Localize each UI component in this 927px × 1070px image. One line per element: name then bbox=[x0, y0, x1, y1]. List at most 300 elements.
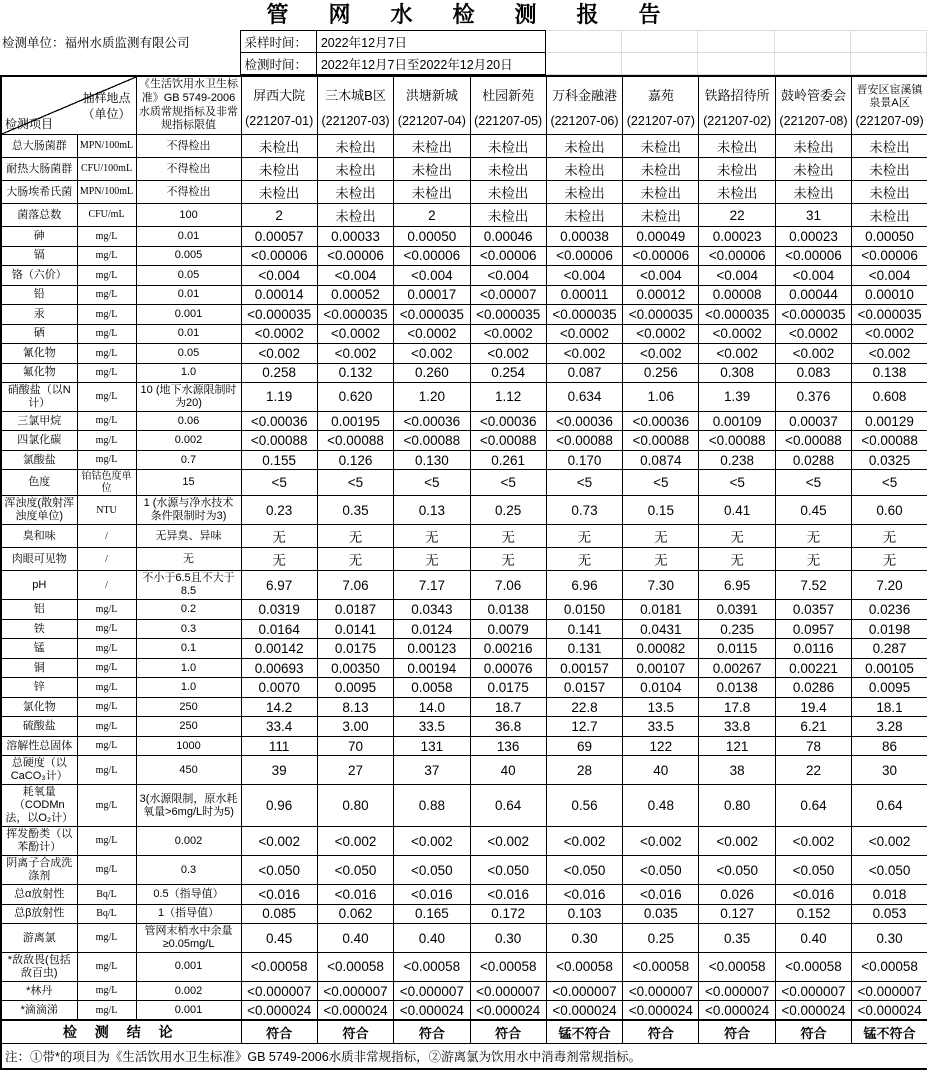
table-row bbox=[1, 158, 927, 181]
value-cell: <5 bbox=[775, 470, 851, 496]
limit-cell: 0.01 bbox=[136, 285, 241, 305]
unit-cell: CFU/100mL bbox=[77, 158, 136, 181]
table-row bbox=[1, 450, 927, 470]
item-name-cell: 溶解性总固体 bbox=[1, 736, 77, 756]
item-name-cell: 砷 bbox=[1, 227, 77, 247]
value-cell: <0.00058 bbox=[699, 952, 775, 981]
value-cell: 未检出 bbox=[775, 135, 851, 158]
unit-cell: mg/L bbox=[77, 227, 136, 247]
value-cell: 无 bbox=[852, 525, 927, 548]
value-cell: <0.000024 bbox=[546, 1001, 622, 1021]
value-cell: 33.4 bbox=[241, 717, 317, 737]
table-row bbox=[1, 904, 927, 924]
value-cell: 0.0187 bbox=[317, 600, 393, 620]
unit-cell: Bq/L bbox=[77, 885, 136, 905]
value-cell: 未检出 bbox=[623, 204, 699, 227]
value-cell: <0.00088 bbox=[241, 431, 317, 451]
value-cell: <0.050 bbox=[394, 856, 470, 885]
value-cell: 0.00142 bbox=[241, 639, 317, 659]
unit-cell: mg/L bbox=[77, 266, 136, 286]
unit-cell: / bbox=[77, 525, 136, 548]
value-cell: <0.0002 bbox=[699, 324, 775, 344]
location-code: (221207-04) bbox=[397, 113, 466, 128]
value-cell: <0.00058 bbox=[852, 952, 927, 981]
value-cell: <0.000007 bbox=[241, 981, 317, 1001]
value-cell: <0.002 bbox=[394, 827, 470, 856]
unit-cell: mg/L bbox=[77, 1001, 136, 1021]
value-cell: 31 bbox=[775, 204, 851, 227]
value-cell: <5 bbox=[241, 470, 317, 496]
value-cell: 0.376 bbox=[775, 383, 851, 412]
value-cell: 19.4 bbox=[775, 697, 851, 717]
value-cell: 0.0181 bbox=[623, 600, 699, 620]
unit-cell: NTU bbox=[77, 496, 136, 525]
value-cell: 0.0141 bbox=[317, 619, 393, 639]
table-row bbox=[1, 981, 927, 1001]
unit-cell: mg/L bbox=[77, 827, 136, 856]
value-cell: 0.80 bbox=[699, 785, 775, 827]
value-cell: 0.138 bbox=[852, 363, 927, 383]
testing-org: 检测单位：福州水质监测有限公司 bbox=[2, 35, 190, 50]
limit-cell: 管网末梢水中余量≥0.05mg/L bbox=[136, 924, 241, 953]
table-row bbox=[1, 470, 927, 496]
value-cell: <0.002 bbox=[699, 827, 775, 856]
value-cell: 未检出 bbox=[470, 181, 546, 204]
value-cell: <0.050 bbox=[241, 856, 317, 885]
value-cell: 未检出 bbox=[775, 158, 851, 181]
value-cell: 0.0138 bbox=[699, 678, 775, 698]
value-cell: 0.00012 bbox=[623, 285, 699, 305]
value-cell: <0.050 bbox=[317, 856, 393, 885]
value-cell: <0.000007 bbox=[699, 981, 775, 1001]
value-cell: 0.238 bbox=[699, 450, 775, 470]
value-cell: 0.260 bbox=[394, 363, 470, 383]
value-cell: 0.25 bbox=[623, 924, 699, 953]
value-cell: 0.64 bbox=[852, 785, 927, 827]
value-cell: 0.64 bbox=[775, 785, 851, 827]
table-row bbox=[1, 600, 927, 620]
value-cell: 33.5 bbox=[623, 717, 699, 737]
value-cell: 0.40 bbox=[775, 924, 851, 953]
value-cell: 7.30 bbox=[623, 571, 699, 600]
value-cell: <0.000024 bbox=[317, 1001, 393, 1021]
table-row bbox=[1, 885, 927, 905]
value-cell: <0.004 bbox=[623, 266, 699, 286]
value-cell: 39 bbox=[241, 756, 317, 785]
table-row bbox=[1, 204, 927, 227]
location-code: (221207-01) bbox=[245, 113, 314, 128]
value-cell: 30 bbox=[852, 756, 927, 785]
table-row bbox=[1, 246, 927, 266]
value-cell: 0.0150 bbox=[546, 600, 622, 620]
value-cell: 未检出 bbox=[699, 135, 775, 158]
value-cell: <0.016 bbox=[317, 885, 393, 905]
item-name-cell: 硫酸盐 bbox=[1, 717, 77, 737]
item-name-cell: 菌落总数 bbox=[1, 204, 77, 227]
value-cell: 0.083 bbox=[775, 363, 851, 383]
table-row bbox=[1, 619, 927, 639]
limit-cell: 0.2 bbox=[136, 600, 241, 620]
empty-cell bbox=[851, 53, 927, 75]
limit-cell: 不得检出 bbox=[136, 135, 241, 158]
value-cell: <0.002 bbox=[775, 827, 851, 856]
location-header bbox=[852, 76, 927, 135]
value-cell: 0.170 bbox=[546, 450, 622, 470]
value-cell: <0.016 bbox=[623, 885, 699, 905]
value-cell: <0.00036 bbox=[623, 411, 699, 431]
value-cell: 0.00107 bbox=[623, 658, 699, 678]
value-cell: <0.00036 bbox=[546, 411, 622, 431]
value-cell: 1.06 bbox=[623, 383, 699, 412]
location-code: (221207-06) bbox=[550, 113, 619, 128]
value-cell: 无 bbox=[394, 548, 470, 571]
item-name-cell: 耐热大肠菌群 bbox=[1, 158, 77, 181]
value-cell: 0.00693 bbox=[241, 658, 317, 678]
value-cell: 0.40 bbox=[317, 924, 393, 953]
value-cell: <5 bbox=[546, 470, 622, 496]
value-cell: 未检出 bbox=[394, 158, 470, 181]
value-cell: 未检出 bbox=[699, 158, 775, 181]
unit-cell: mg/L bbox=[77, 363, 136, 383]
unit-cell: / bbox=[77, 548, 136, 571]
location-name: 三木城B区 bbox=[325, 88, 386, 104]
empty-cell bbox=[622, 31, 698, 53]
value-cell: <5 bbox=[699, 470, 775, 496]
value-cell: 0.155 bbox=[241, 450, 317, 470]
value-cell: 0.00129 bbox=[852, 411, 927, 431]
value-cell: <0.0002 bbox=[775, 324, 851, 344]
value-cell: 38 bbox=[699, 756, 775, 785]
test-time-label: 检测时间： bbox=[240, 53, 316, 75]
location-code: (221207-08) bbox=[779, 113, 848, 128]
value-cell: 0.0124 bbox=[394, 619, 470, 639]
value-cell: 0.00011 bbox=[546, 285, 622, 305]
value-cell: 14.2 bbox=[241, 697, 317, 717]
item-name-cell: 四氯化碳 bbox=[1, 431, 77, 451]
limit-cell: 0.01 bbox=[136, 227, 241, 247]
limit-cell: 0.3 bbox=[136, 619, 241, 639]
value-cell: 0.00123 bbox=[394, 639, 470, 659]
limit-cell: 0.5（指导值） bbox=[136, 885, 241, 905]
value-cell: 0.73 bbox=[546, 496, 622, 525]
value-cell: 未检出 bbox=[623, 181, 699, 204]
value-cell: <0.002 bbox=[241, 344, 317, 364]
limit-cell: 0.002 bbox=[136, 431, 241, 451]
limit-cell: 不得检出 bbox=[136, 181, 241, 204]
value-cell: <0.000024 bbox=[394, 1001, 470, 1021]
conclusion-cell: 锰不符合 bbox=[852, 1020, 927, 1044]
value-cell: <0.002 bbox=[623, 827, 699, 856]
value-cell: <0.050 bbox=[470, 856, 546, 885]
value-cell: 0.00037 bbox=[775, 411, 851, 431]
table-row bbox=[1, 305, 927, 325]
table-row bbox=[1, 678, 927, 698]
table-row bbox=[1, 697, 927, 717]
location-name: 晋安区宦溪镇泉景A区 bbox=[856, 84, 923, 109]
empty-cell bbox=[0, 53, 240, 75]
item-name-cell: 氯化物 bbox=[1, 697, 77, 717]
unit-cell: mg/L bbox=[77, 658, 136, 678]
value-cell: 131 bbox=[394, 736, 470, 756]
value-cell: 12.7 bbox=[546, 717, 622, 737]
item-name-cell: pH bbox=[1, 571, 77, 600]
value-cell: 0.00046 bbox=[470, 227, 546, 247]
value-cell: <0.000024 bbox=[241, 1001, 317, 1021]
unit-cell: CFU/mL bbox=[77, 204, 136, 227]
value-cell: <0.000007 bbox=[775, 981, 851, 1001]
value-cell: <0.000035 bbox=[470, 305, 546, 325]
value-cell: 未检出 bbox=[775, 181, 851, 204]
value-cell: <0.000024 bbox=[623, 1001, 699, 1021]
value-cell: 3.00 bbox=[317, 717, 393, 737]
table-row bbox=[1, 639, 927, 659]
item-name-cell: 铁 bbox=[1, 619, 77, 639]
value-cell: 0.00023 bbox=[775, 227, 851, 247]
item-name-cell: 氰化物 bbox=[1, 344, 77, 364]
value-cell: 0.256 bbox=[623, 363, 699, 383]
value-cell: 未检出 bbox=[470, 204, 546, 227]
value-cell: 1.19 bbox=[241, 383, 317, 412]
conclusion-cell: 锰不符合 bbox=[546, 1020, 622, 1044]
value-cell: 未检出 bbox=[852, 181, 927, 204]
value-cell: 0.0319 bbox=[241, 600, 317, 620]
value-cell: 0.0357 bbox=[775, 600, 851, 620]
table-row bbox=[1, 571, 927, 600]
value-cell: 未检出 bbox=[317, 181, 393, 204]
limit-cell: 1 (水源与净水技术条件限制时为3) bbox=[136, 496, 241, 525]
value-cell: 40 bbox=[623, 756, 699, 785]
value-cell: 0.48 bbox=[623, 785, 699, 827]
unit-cell: mg/L bbox=[77, 981, 136, 1001]
value-cell: 0.00008 bbox=[699, 285, 775, 305]
item-name-cell: 铝 bbox=[1, 600, 77, 620]
value-cell: 0.40 bbox=[394, 924, 470, 953]
value-cell: 78 bbox=[775, 736, 851, 756]
item-name-cell: 挥发酚类（以苯酚计） bbox=[1, 827, 77, 856]
value-cell: 0.0288 bbox=[775, 450, 851, 470]
location-header bbox=[394, 76, 470, 135]
value-cell: <0.002 bbox=[699, 344, 775, 364]
value-cell: 0.152 bbox=[775, 904, 851, 924]
value-cell: 0.0115 bbox=[699, 639, 775, 659]
table-row bbox=[1, 736, 927, 756]
value-cell: <0.002 bbox=[241, 827, 317, 856]
limit-cell: 不得检出 bbox=[136, 158, 241, 181]
table-row bbox=[1, 785, 927, 827]
value-cell: <0.0002 bbox=[623, 324, 699, 344]
value-cell: 未检出 bbox=[546, 181, 622, 204]
value-cell: 0.087 bbox=[546, 363, 622, 383]
limit-cell: 0.05 bbox=[136, 344, 241, 364]
value-cell: 无 bbox=[241, 525, 317, 548]
value-cell: 0.261 bbox=[470, 450, 546, 470]
value-cell: 86 bbox=[852, 736, 927, 756]
results-table bbox=[0, 75, 927, 1070]
value-cell: <0.002 bbox=[852, 827, 927, 856]
value-cell: 7.20 bbox=[852, 571, 927, 600]
value-cell: 0.0175 bbox=[317, 639, 393, 659]
limit-cell: 450 bbox=[136, 756, 241, 785]
value-cell: 136 bbox=[470, 736, 546, 756]
value-cell: <0.0002 bbox=[546, 324, 622, 344]
value-cell: <0.00088 bbox=[317, 431, 393, 451]
value-cell: 0.00267 bbox=[699, 658, 775, 678]
value-cell: 0.0391 bbox=[699, 600, 775, 620]
value-cell: <0.002 bbox=[470, 827, 546, 856]
value-cell: <5 bbox=[394, 470, 470, 496]
item-name-cell: 浑浊度(散射浑浊度单位) bbox=[1, 496, 77, 525]
limit-cell: 0.005 bbox=[136, 246, 241, 266]
table-row bbox=[1, 856, 927, 885]
value-cell: <0.00058 bbox=[623, 952, 699, 981]
value-cell: 0.0957 bbox=[775, 619, 851, 639]
value-cell: 0.00014 bbox=[241, 285, 317, 305]
table-row bbox=[1, 135, 927, 158]
page-title: 管网水检测报告 bbox=[266, 2, 701, 27]
value-cell: 0.634 bbox=[546, 383, 622, 412]
table-row bbox=[1, 383, 927, 412]
value-cell: <0.00058 bbox=[775, 952, 851, 981]
value-cell: 未检出 bbox=[623, 158, 699, 181]
value-cell: 0.35 bbox=[699, 924, 775, 953]
empty-cell bbox=[698, 53, 774, 75]
value-cell: 0.254 bbox=[470, 363, 546, 383]
value-cell: 0.30 bbox=[852, 924, 927, 953]
limit-cell: 0.002 bbox=[136, 981, 241, 1001]
value-cell: 0.00076 bbox=[470, 658, 546, 678]
value-cell: 0.88 bbox=[394, 785, 470, 827]
item-name-cell: 汞 bbox=[1, 305, 77, 325]
value-cell: 0.00033 bbox=[317, 227, 393, 247]
conclusion-cell: 符合 bbox=[394, 1020, 470, 1044]
value-cell: <5 bbox=[470, 470, 546, 496]
unit-cell: mg/L bbox=[77, 600, 136, 620]
value-cell: <0.000007 bbox=[317, 981, 393, 1001]
value-cell: 未检出 bbox=[394, 181, 470, 204]
item-category-label: 检测项目 bbox=[5, 117, 54, 131]
value-cell: 0.00050 bbox=[852, 227, 927, 247]
conclusion-cell: 符合 bbox=[317, 1020, 393, 1044]
value-cell: <0.00007 bbox=[470, 285, 546, 305]
value-cell: 无 bbox=[317, 525, 393, 548]
value-cell: 0.00157 bbox=[546, 658, 622, 678]
value-cell: 未检出 bbox=[852, 135, 927, 158]
value-cell: 0.0079 bbox=[470, 619, 546, 639]
unit-cell: / bbox=[77, 571, 136, 600]
value-cell: 0.15 bbox=[623, 496, 699, 525]
value-cell: 7.06 bbox=[317, 571, 393, 600]
value-cell: <0.000035 bbox=[241, 305, 317, 325]
item-name-cell: *林丹 bbox=[1, 981, 77, 1001]
value-cell: <0.00088 bbox=[852, 431, 927, 451]
value-cell: 0.0325 bbox=[852, 450, 927, 470]
value-cell: 2 bbox=[241, 204, 317, 227]
value-cell: 0.00010 bbox=[852, 285, 927, 305]
value-cell: 0.0070 bbox=[241, 678, 317, 698]
limit-cell: 0.001 bbox=[136, 952, 241, 981]
value-cell: 0.30 bbox=[546, 924, 622, 953]
limit-cell: 无 bbox=[136, 548, 241, 571]
value-cell: 无 bbox=[775, 548, 851, 571]
sampling-time-label: 采样时间： bbox=[240, 31, 316, 53]
value-cell: 未检出 bbox=[852, 204, 927, 227]
value-cell: <0.00088 bbox=[699, 431, 775, 451]
table-row bbox=[1, 525, 927, 548]
unit-cell: mg/L bbox=[77, 344, 136, 364]
unit-cell: mg/L bbox=[77, 431, 136, 451]
value-cell: 6.21 bbox=[775, 717, 851, 737]
value-cell: <0.00006 bbox=[775, 246, 851, 266]
footnote: 注：①带*的项目为《生活饮用水卫生标准》GB 5749-2006水质非常规指标，②游离氯为饮用水中消毒剂常规指标。 bbox=[1, 1044, 927, 1069]
value-cell: <0.0002 bbox=[317, 324, 393, 344]
unit-cell: mg/L bbox=[77, 856, 136, 885]
value-cell: 0.620 bbox=[317, 383, 393, 412]
value-cell: 无 bbox=[623, 525, 699, 548]
item-name-cell: 总大肠菌群 bbox=[1, 135, 77, 158]
value-cell: 7.17 bbox=[394, 571, 470, 600]
table-row bbox=[1, 363, 927, 383]
value-cell: 0.00350 bbox=[317, 658, 393, 678]
value-cell: 未检出 bbox=[241, 158, 317, 181]
item-name-cell: 硝酸盐（以N计） bbox=[1, 383, 77, 412]
location-header bbox=[546, 76, 622, 135]
value-cell: 0.018 bbox=[852, 885, 927, 905]
conclusion-cell: 符合 bbox=[699, 1020, 775, 1044]
value-cell: <0.050 bbox=[775, 856, 851, 885]
value-cell: 无 bbox=[470, 525, 546, 548]
value-cell: <0.000035 bbox=[623, 305, 699, 325]
value-cell: 未检出 bbox=[241, 181, 317, 204]
value-cell: 0.64 bbox=[470, 785, 546, 827]
value-cell: 0.00221 bbox=[775, 658, 851, 678]
value-cell: 28 bbox=[546, 756, 622, 785]
value-cell: <0.016 bbox=[546, 885, 622, 905]
value-cell: <0.016 bbox=[775, 885, 851, 905]
value-cell: 0.35 bbox=[317, 496, 393, 525]
corner-cell bbox=[1, 76, 136, 135]
location-code: (221207-07) bbox=[626, 113, 695, 128]
value-cell: <0.000024 bbox=[775, 1001, 851, 1021]
value-cell: 33.5 bbox=[394, 717, 470, 737]
value-cell: 未检出 bbox=[394, 135, 470, 158]
value-cell: 0.00050 bbox=[394, 227, 470, 247]
note-row bbox=[1, 1044, 927, 1069]
value-cell: 无 bbox=[699, 548, 775, 571]
value-cell: <0.00058 bbox=[394, 952, 470, 981]
unit-cell: mg/L bbox=[77, 305, 136, 325]
location-name: 铁路招待所 bbox=[704, 88, 770, 104]
location-name: 嘉苑 bbox=[647, 88, 674, 104]
value-cell: 0.00109 bbox=[699, 411, 775, 431]
table-row bbox=[1, 827, 927, 856]
location-header bbox=[470, 76, 546, 135]
value-cell: 0.131 bbox=[546, 639, 622, 659]
value-cell: 0.23 bbox=[241, 496, 317, 525]
value-cell: 1.12 bbox=[470, 383, 546, 412]
test-time-value: 2022年12月7日至2022年12月20日 bbox=[316, 53, 545, 75]
item-name-cell: 色度 bbox=[1, 470, 77, 496]
value-cell: <0.002 bbox=[317, 344, 393, 364]
unit-cell: 铂钴色度单位 bbox=[77, 470, 136, 496]
value-cell: 0.0286 bbox=[775, 678, 851, 698]
value-cell: 0.00216 bbox=[470, 639, 546, 659]
value-cell: 18.1 bbox=[852, 697, 927, 717]
value-cell: 0.0431 bbox=[623, 619, 699, 639]
table-row bbox=[1, 658, 927, 678]
unit-cell: mg/L bbox=[77, 619, 136, 639]
table-row bbox=[1, 285, 927, 305]
unit-cell: mg/L bbox=[77, 952, 136, 981]
